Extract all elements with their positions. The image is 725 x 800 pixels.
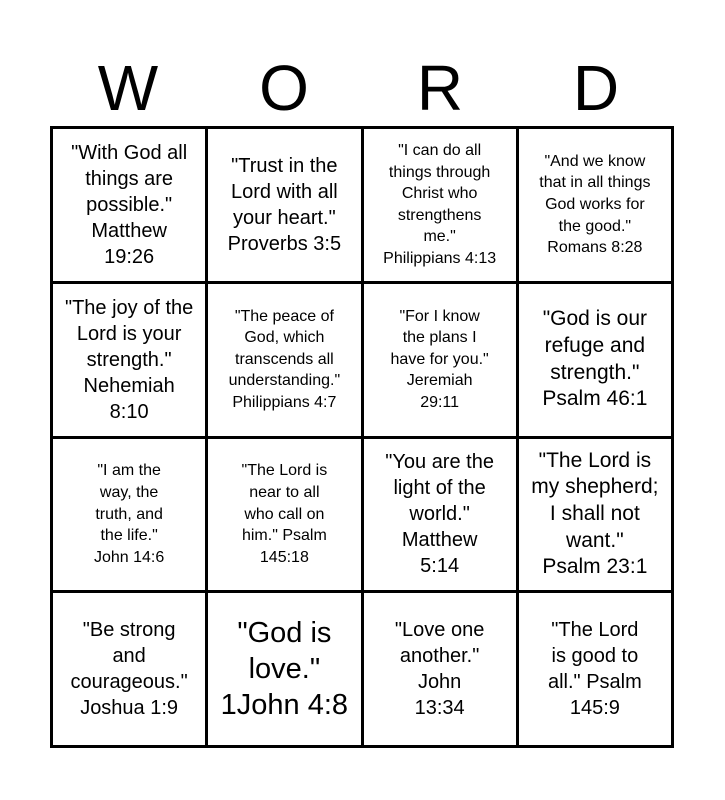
- cell-verse-text: "Love one another." John 13:34: [394, 619, 485, 720]
- header-letter-w: W: [97, 52, 159, 124]
- cell-verse-text: "The Lord is good to all." Psalm 145:9: [547, 619, 642, 720]
- bingo-header: [50, 52, 674, 124]
- cell-verse-text: "Be strong and courageous." Joshua 1:9: [70, 619, 188, 720]
- header-letter-r: R: [416, 52, 464, 124]
- cell-verse-text: "The Lord is near to all who call on him." Psalm 145:18: [241, 462, 328, 566]
- cell-verse-text: "God is our refuge and strength." Psalm 46:1: [542, 307, 648, 411]
- header-letter-o: O: [259, 52, 309, 124]
- cell-verse-text: "With God all things are possible." Matthew 19:26: [71, 141, 188, 268]
- bingo-cell-r2c3[interactable]: [364, 284, 516, 436]
- bingo-cell-r1c2[interactable]: [208, 129, 360, 281]
- header-letter-d: D: [572, 52, 620, 124]
- bingo-cell-r2c1[interactable]: [53, 284, 205, 436]
- bingo-cell-r4c1[interactable]: [53, 593, 205, 745]
- bingo-cell-r1c4[interactable]: [519, 129, 671, 281]
- cell-verse-text: "Trust in the Lord with all your heart." Proverbs 3:5: [227, 154, 342, 255]
- bingo-cell-r1c1[interactable]: [53, 129, 205, 281]
- bingo-cell-r3c4[interactable]: [519, 439, 671, 591]
- bingo-cell-r3c2[interactable]: [208, 439, 360, 591]
- cell-verse-text: "The joy of the Lord is your strength." Nehemiah 8:10: [64, 296, 194, 423]
- bingo-board: [50, 126, 674, 748]
- bingo-cell-r4c3[interactable]: [364, 593, 516, 745]
- bingo-cell-r4c4[interactable]: [519, 593, 671, 745]
- bingo-cell-r4c2[interactable]: [208, 593, 360, 745]
- cell-verse-text: "The peace of God, which transcends all understanding." Philippians 4:7: [228, 307, 341, 412]
- cell-verse-text: "God is love." 1John 4:8: [220, 616, 349, 722]
- bingo-cell-r2c2[interactable]: [208, 284, 360, 436]
- cell-verse-text: "I can do all things through Christ who strengthens me." Philippians 4:13: [383, 142, 497, 268]
- bingo-cell-r3c1[interactable]: [53, 439, 205, 591]
- cell-verse-text: "You are the light of the world." Matthew 5:14: [385, 451, 494, 578]
- cell-verse-text: "The Lord is my shepherd; I shall not want." Psalm 23:1: [531, 448, 659, 579]
- bingo-cell-r3c3[interactable]: [364, 439, 516, 591]
- bingo-cell-r1c3[interactable]: [364, 129, 516, 281]
- cell-verse-text: "For I know the plans I have for you." Jeremiah 29:11: [390, 307, 489, 412]
- cell-verse-text: "I am the way, the truth, and the life." John 14:6: [93, 462, 165, 566]
- bingo-cell-r2c4[interactable]: [519, 284, 671, 436]
- cell-verse-text: "And we know that in all things God works for the good." Romans 8:28: [539, 152, 651, 257]
